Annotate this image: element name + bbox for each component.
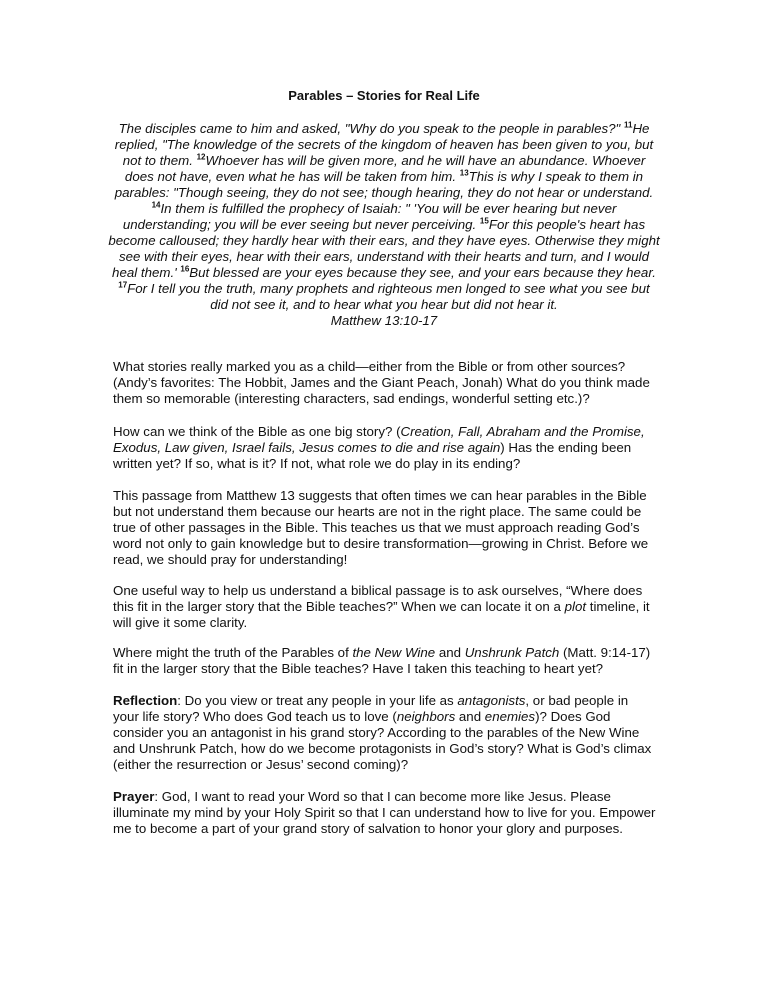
paragraph-childhood-stories <box>113 359 657 407</box>
paragraph-prayer <box>113 789 657 837</box>
text-run: This passage from Matthew 13 suggests that often times we can hear parables in the Bible but not understand them because our hearts are not in the right place. The same could be true of other passages in the Bible. This teaches us that we must approach reading God’s word not only to gain knowledge but to desire transformation—growing in Christ. Before we read, we should pray for understanding! <box>113 488 649 567</box>
verse-number: 15 <box>479 216 489 226</box>
paragraph-new-wine <box>113 645 657 677</box>
verse-number: 16 <box>180 264 190 274</box>
text-run: How can we think of the Bible as one big story? ( <box>113 424 401 439</box>
verse-number: 17 <box>118 280 128 290</box>
paragraph-plot-timeline <box>113 583 657 631</box>
text-run: For this people's heart has become calloused; they hardly hear with their ears, and they have eyes. Otherwise they might see with their eyes, hear with their ears, understand with their hearts and turn, and I would heal them.' <box>108 217 660 280</box>
document-title: Parables – Stories for Real Life <box>288 88 480 103</box>
text-run: Whoever has will be given more, and he will have an abundance. Whoever does not have, even what he has will be taken from him. <box>124 153 646 184</box>
text-run: In them is fulfilled the prophecy of Isaiah: " 'You will be ever hearing but never understanding; you will be ever seeing but never perceiving. <box>122 201 617 232</box>
paragraph-big-story <box>113 424 657 472</box>
text-run: and <box>435 645 465 660</box>
bold-label: Reflection <box>113 693 178 708</box>
text-run: He replied, "The knowledge of the secrets of the kingdom of heaven has been given to you, but not to them. <box>114 121 654 168</box>
paragraph-reflection <box>113 693 657 773</box>
verse-number: 12 <box>196 152 206 162</box>
italic-text: neighbors <box>396 709 456 724</box>
text-run: For I tell you the truth, many prophets and righteous men longed to see what you see but did not see it, and to hear what you hear but did not hear it. <box>127 281 650 312</box>
text-run: What stories really marked you as a child—either from the Bible or from other sources? (Andy’s favorites: The Hobbit, James and the Giant Peach, Jonah) What do you think made them so memorable (interesting characters, sad endings, wonderful setting etc.)? <box>113 359 650 406</box>
italic-text: antagonists <box>457 693 526 708</box>
text-run: and <box>455 709 485 724</box>
verse-number: 13 <box>459 168 469 178</box>
scripture-quote <box>108 121 660 329</box>
text-run: One useful way to help us understand a biblical passage is to ask ourselves, “Where does this fit in the larger story that the Bible teaches?” When we can locate it on a <box>113 583 643 614</box>
bold-label: Prayer <box>113 789 155 804</box>
italic-text: enemies <box>484 709 536 724</box>
text-run: ) Has the ending been written yet? If so, what is it? If not, what role we do play in its ending? <box>113 440 632 471</box>
text-run: The disciples came to him and asked, "Why do you speak to the people in parables?" <box>118 121 624 136</box>
italic-text: Creation, Fall, Abraham and the Promise, Exodus, Law given, Israel fails, Jesus comes to die and rise again <box>113 424 645 455</box>
text-run: (Matt. 9:14-17) fit in the larger story that the Bible teaches? Have I taken this teaching to heart yet? <box>113 645 651 676</box>
text-run: This is why I speak to them in parables: "Though seeing, they do not see; though hearing, they do not hear or understand. <box>114 169 654 200</box>
text-run: : God, I want to read your Word so that I can become more like Jesus. Please illuminate my mind by your Holy Spirit so that I can understand how to live for you. Empower me to become a part of your grand story of salvation to honor your glory and purposes. <box>113 789 656 836</box>
verse-number: 14 <box>151 200 161 210</box>
paragraph-matthew-13 <box>113 488 657 568</box>
scripture-reference: Matthew 13:10-17 <box>330 313 438 328</box>
text-run: , or bad people in your life story? Who does God teach us to love ( <box>113 693 629 724</box>
text-run: Where might the truth of the Parables of <box>113 645 353 660</box>
text-run: )? Does God consider you an antagonist in his grand story? According to the parables of the New Wine and Unshrunk Patch, how do we become protagonists in God’s story? What is God’s climax (either the resurrection or Jesus’ second coming)? <box>113 709 652 772</box>
text-run: : Do you view or treat any people in your life as <box>177 693 458 708</box>
text-run: timeline, it will give it some clarity. <box>113 599 650 630</box>
italic-text: the New Wine <box>352 645 436 660</box>
text-run: But blessed are your eyes because they see, and your ears because they hear. <box>189 265 656 280</box>
scripture-text <box>108 121 659 312</box>
verse-number: 11 <box>623 120 633 130</box>
italic-text: plot <box>564 599 587 614</box>
italic-text: Unshrunk Patch <box>464 645 560 660</box>
